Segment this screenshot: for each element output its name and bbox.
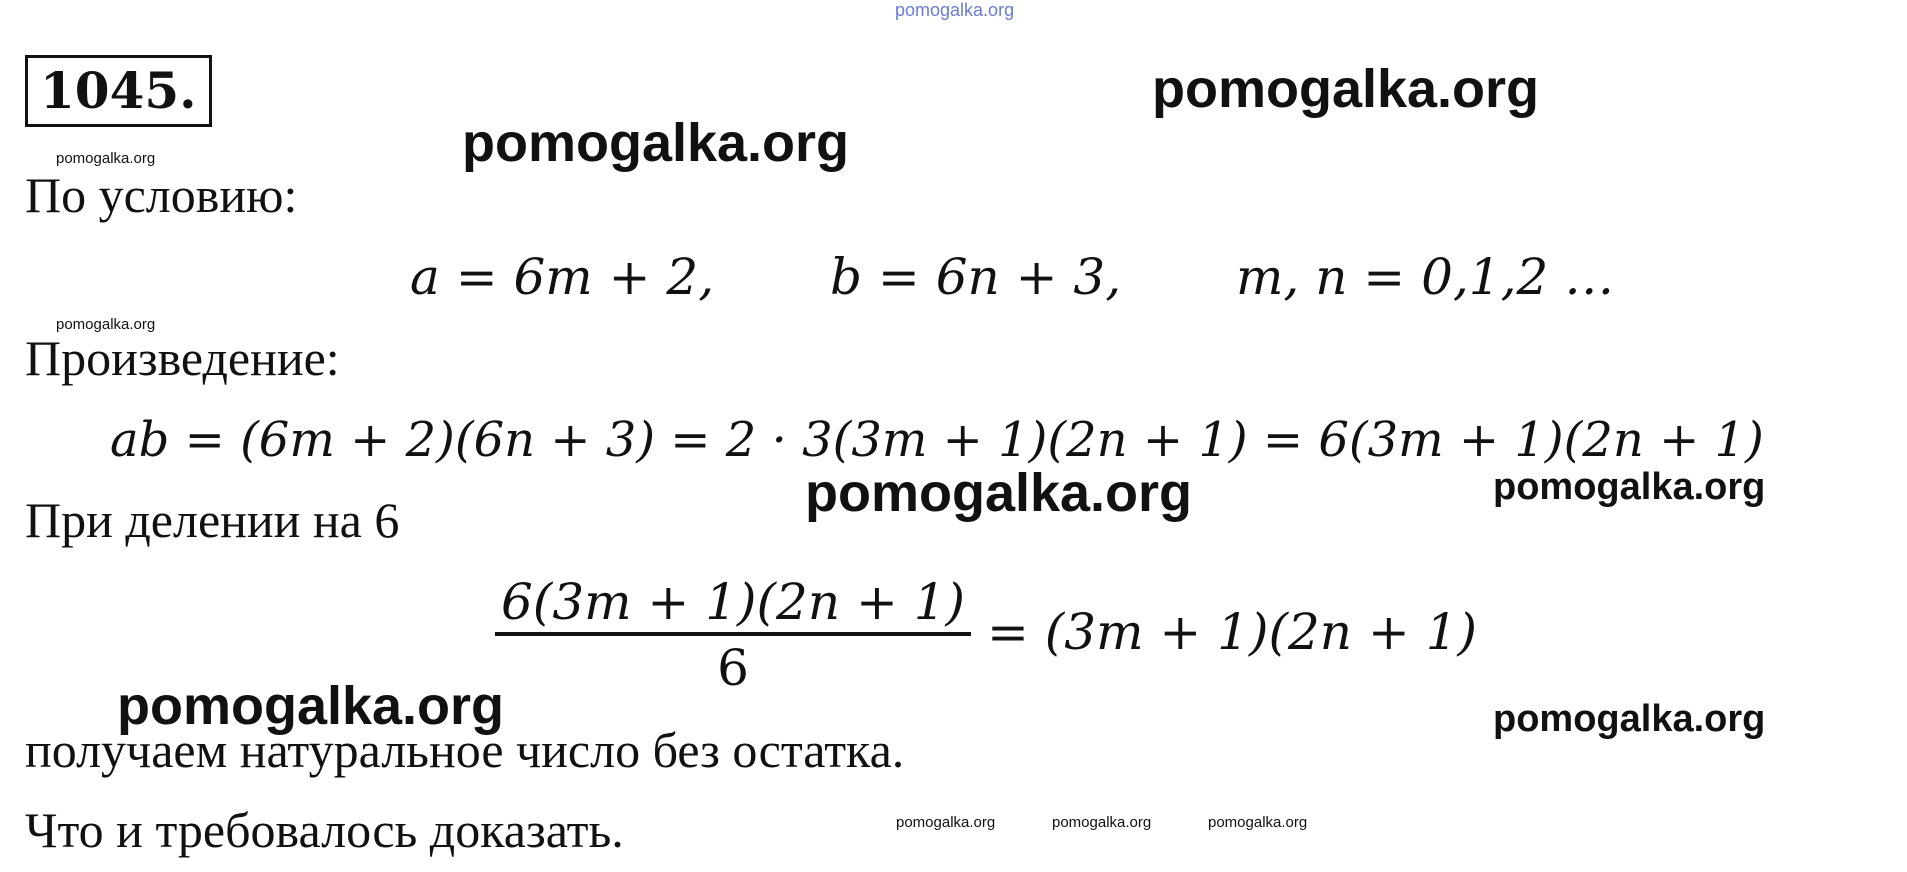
condition-label: По условию: <box>25 167 298 223</box>
watermark-large: pomogalka.org <box>462 113 850 173</box>
watermark-large: pomogalka.org <box>1152 59 1540 119</box>
watermark-small: pomogalka.org <box>56 150 156 167</box>
division-label: При делении на 6 <box>25 492 400 548</box>
problem-number: 1045. <box>25 55 212 127</box>
condition-a: a = 6m + 2, <box>410 248 715 306</box>
fraction <box>495 572 971 700</box>
conclusion-text: получаем натуральное число без остатка. <box>25 722 905 778</box>
watermark-small: pomogalka.org <box>56 316 156 333</box>
watermark-large: pomogalka.org <box>805 463 1193 523</box>
fraction-numerator: 6(3m + 1)(2n + 1) <box>501 573 966 631</box>
condition-b: b = 6n + 3, <box>830 248 1122 306</box>
watermark-small: pomogalka.org <box>1208 814 1308 831</box>
product-label: Произведение: <box>25 330 340 386</box>
qed-text: Что и требовалось доказать. <box>25 802 624 858</box>
watermark-medium: pomogalka.org <box>1493 466 1766 508</box>
watermark-medium: pomogalka.org <box>1493 698 1766 740</box>
condition-mn: m, n = 0,1,2 … <box>1236 248 1615 306</box>
division-result: = (3m + 1)(2n + 1) <box>986 603 1478 661</box>
watermark-small: pomogalka.org <box>1052 814 1152 831</box>
watermark-small: pomogalka.org <box>896 814 996 831</box>
watermark-large: pomogalka.org <box>117 676 505 736</box>
watermark-top: pomogalka.org <box>895 0 1015 20</box>
division-equation <box>495 572 1477 700</box>
fraction-denominator: 6 <box>717 639 749 697</box>
product-equation: ab = (6m + 2)(6n + 3) = 2 · 3(3m + 1)(2n + 1) = 6(3m + 1)(2n + 1) <box>110 412 1764 468</box>
